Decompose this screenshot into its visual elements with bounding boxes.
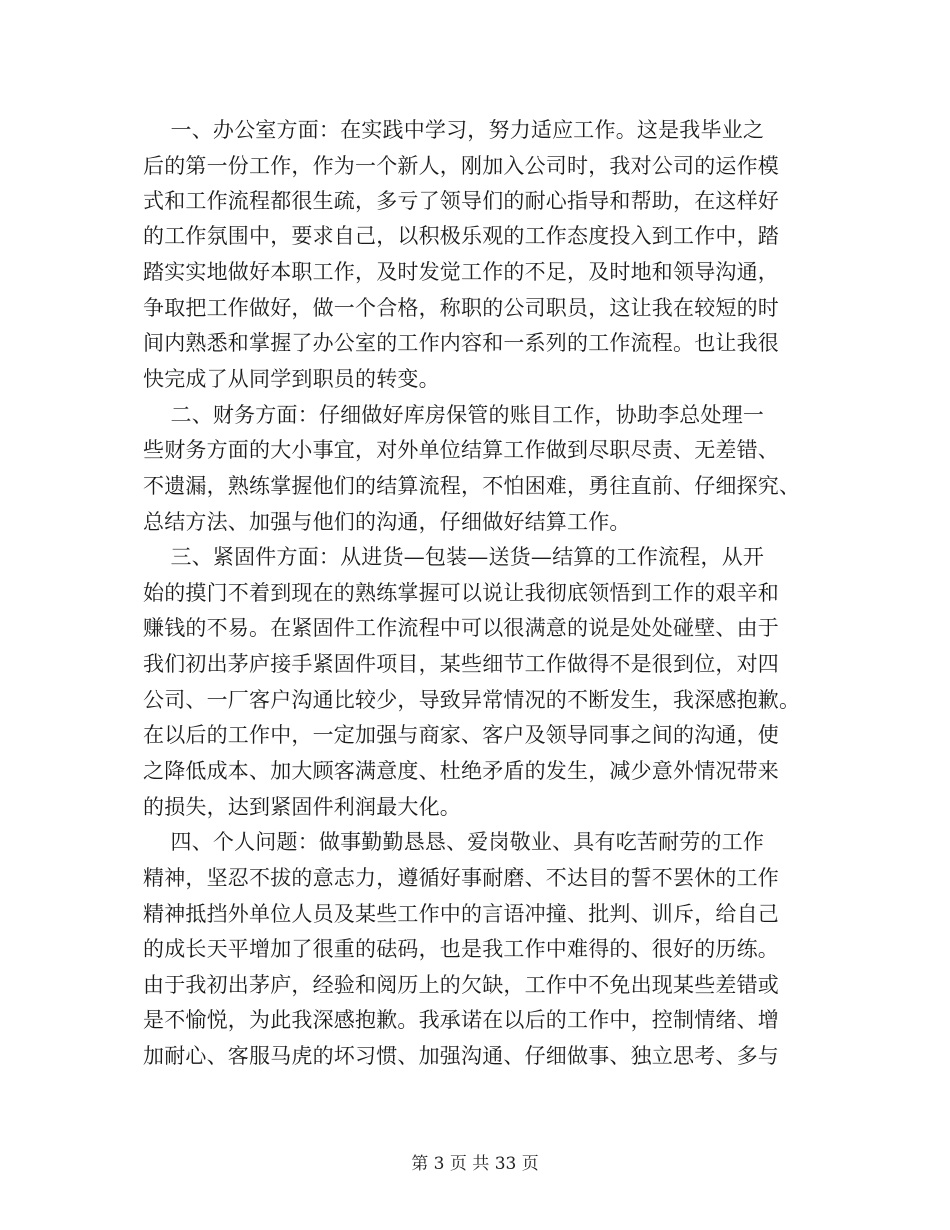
text-line: 一、办公室方面：在实践中学习，努力适应工作。这是我毕业之 [143,118,765,142]
text-line: 的损失，达到紧固件利润最大化。 [143,795,461,819]
text-line: 精神抵挡外单位人员及某些工作中的言语冲撞、批判、训斥，给自己 [143,902,779,926]
text-line: 在以后的工作中，一定加强与商家、客户及领导同事之间的沟通，使 [143,723,779,747]
text-line: 后的第一份工作，作为一个新人，刚加入公司时，我对公司的运作模 [143,154,779,178]
text-line: 的工作氛围中，要求自己，以积极乐观的工作态度投入到工作中，踏 [143,224,779,248]
text-line: 争取把工作做好，做一个合格，称职的公司职员，这让我在较短的时 [143,296,779,320]
text-line: 公司、一厂客户沟通比较少，导致异常情况的不断发生，我深感抱歉。 [143,688,801,712]
text-line: 始的摸门不着到现在的熟练掌握可以说让我彻底领悟到工作的艰辛和 [143,581,779,605]
text-line: 间内熟悉和掌握了办公室的工作内容和一系列的工作流程。也让我很 [143,331,779,355]
text-line: 总结方法、加强与他们的沟通，仔细做好结算工作。 [143,510,631,534]
text-line: 的成长天平增加了很重的砝码，也是我工作中难得的、很好的历练。 [143,937,779,961]
text-line: 不遗漏，熟练掌握他们的结算流程，不怕困难，勇往直前、仔细探究、 [143,474,801,498]
text-line: 四、个人问题：做事勤勤恳恳、爱岗敬业、具有吃苦耐劳的工作 [143,830,765,854]
text-line: 加耐心、客服马虎的坏习惯、加强沟通、仔细做事、独立思考、多与 [143,1044,779,1068]
text-line: 之降低成本、加大顾客满意度、杜绝矛盾的发生，减少意外情况带来 [143,759,779,783]
text-line: 精神，坚忍不拔的意志力，遵循好事耐磨、不达目的誓不罢休的工作 [143,866,779,890]
text-line: 是不愉悦，为此我深感抱歉。我承诺在以后的工作中，控制情绪、增 [143,1008,779,1032]
text-line: 二、财务方面：仔细做好库房保管的账目工作，协助李总处理一 [143,403,765,427]
text-line: 由于我初出茅庐，经验和阅历上的欠缺，工作中不免出现某些差错或 [143,973,779,997]
text-line: 三、紧固件方面：从进货—包装—送货—结算的工作流程，从开 [143,545,765,569]
text-line: 赚钱的不易。在紧固件工作流程中可以很满意的说是处处碰壁、由于 [143,616,779,640]
text-line: 我们初出茅庐接手紧固件项目，某些细节工作做得不是很到位，对四 [143,652,779,676]
text-line: 些财务方面的大小事宜，对外单位结算工作做到尽职尽责、无差错、 [143,438,779,462]
text-line: 踏实实地做好本职工作，及时发觉工作的不足，及时地和领导沟通， [143,260,779,284]
text-line: 快完成了从同学到职员的转变。 [143,367,440,391]
text-line: 式和工作流程都很生疏，多亏了领导们的耐心指导和帮助，在这样好 [143,189,779,213]
page-number-footer: 第 3 页 共 33 页 [411,1154,539,1174]
